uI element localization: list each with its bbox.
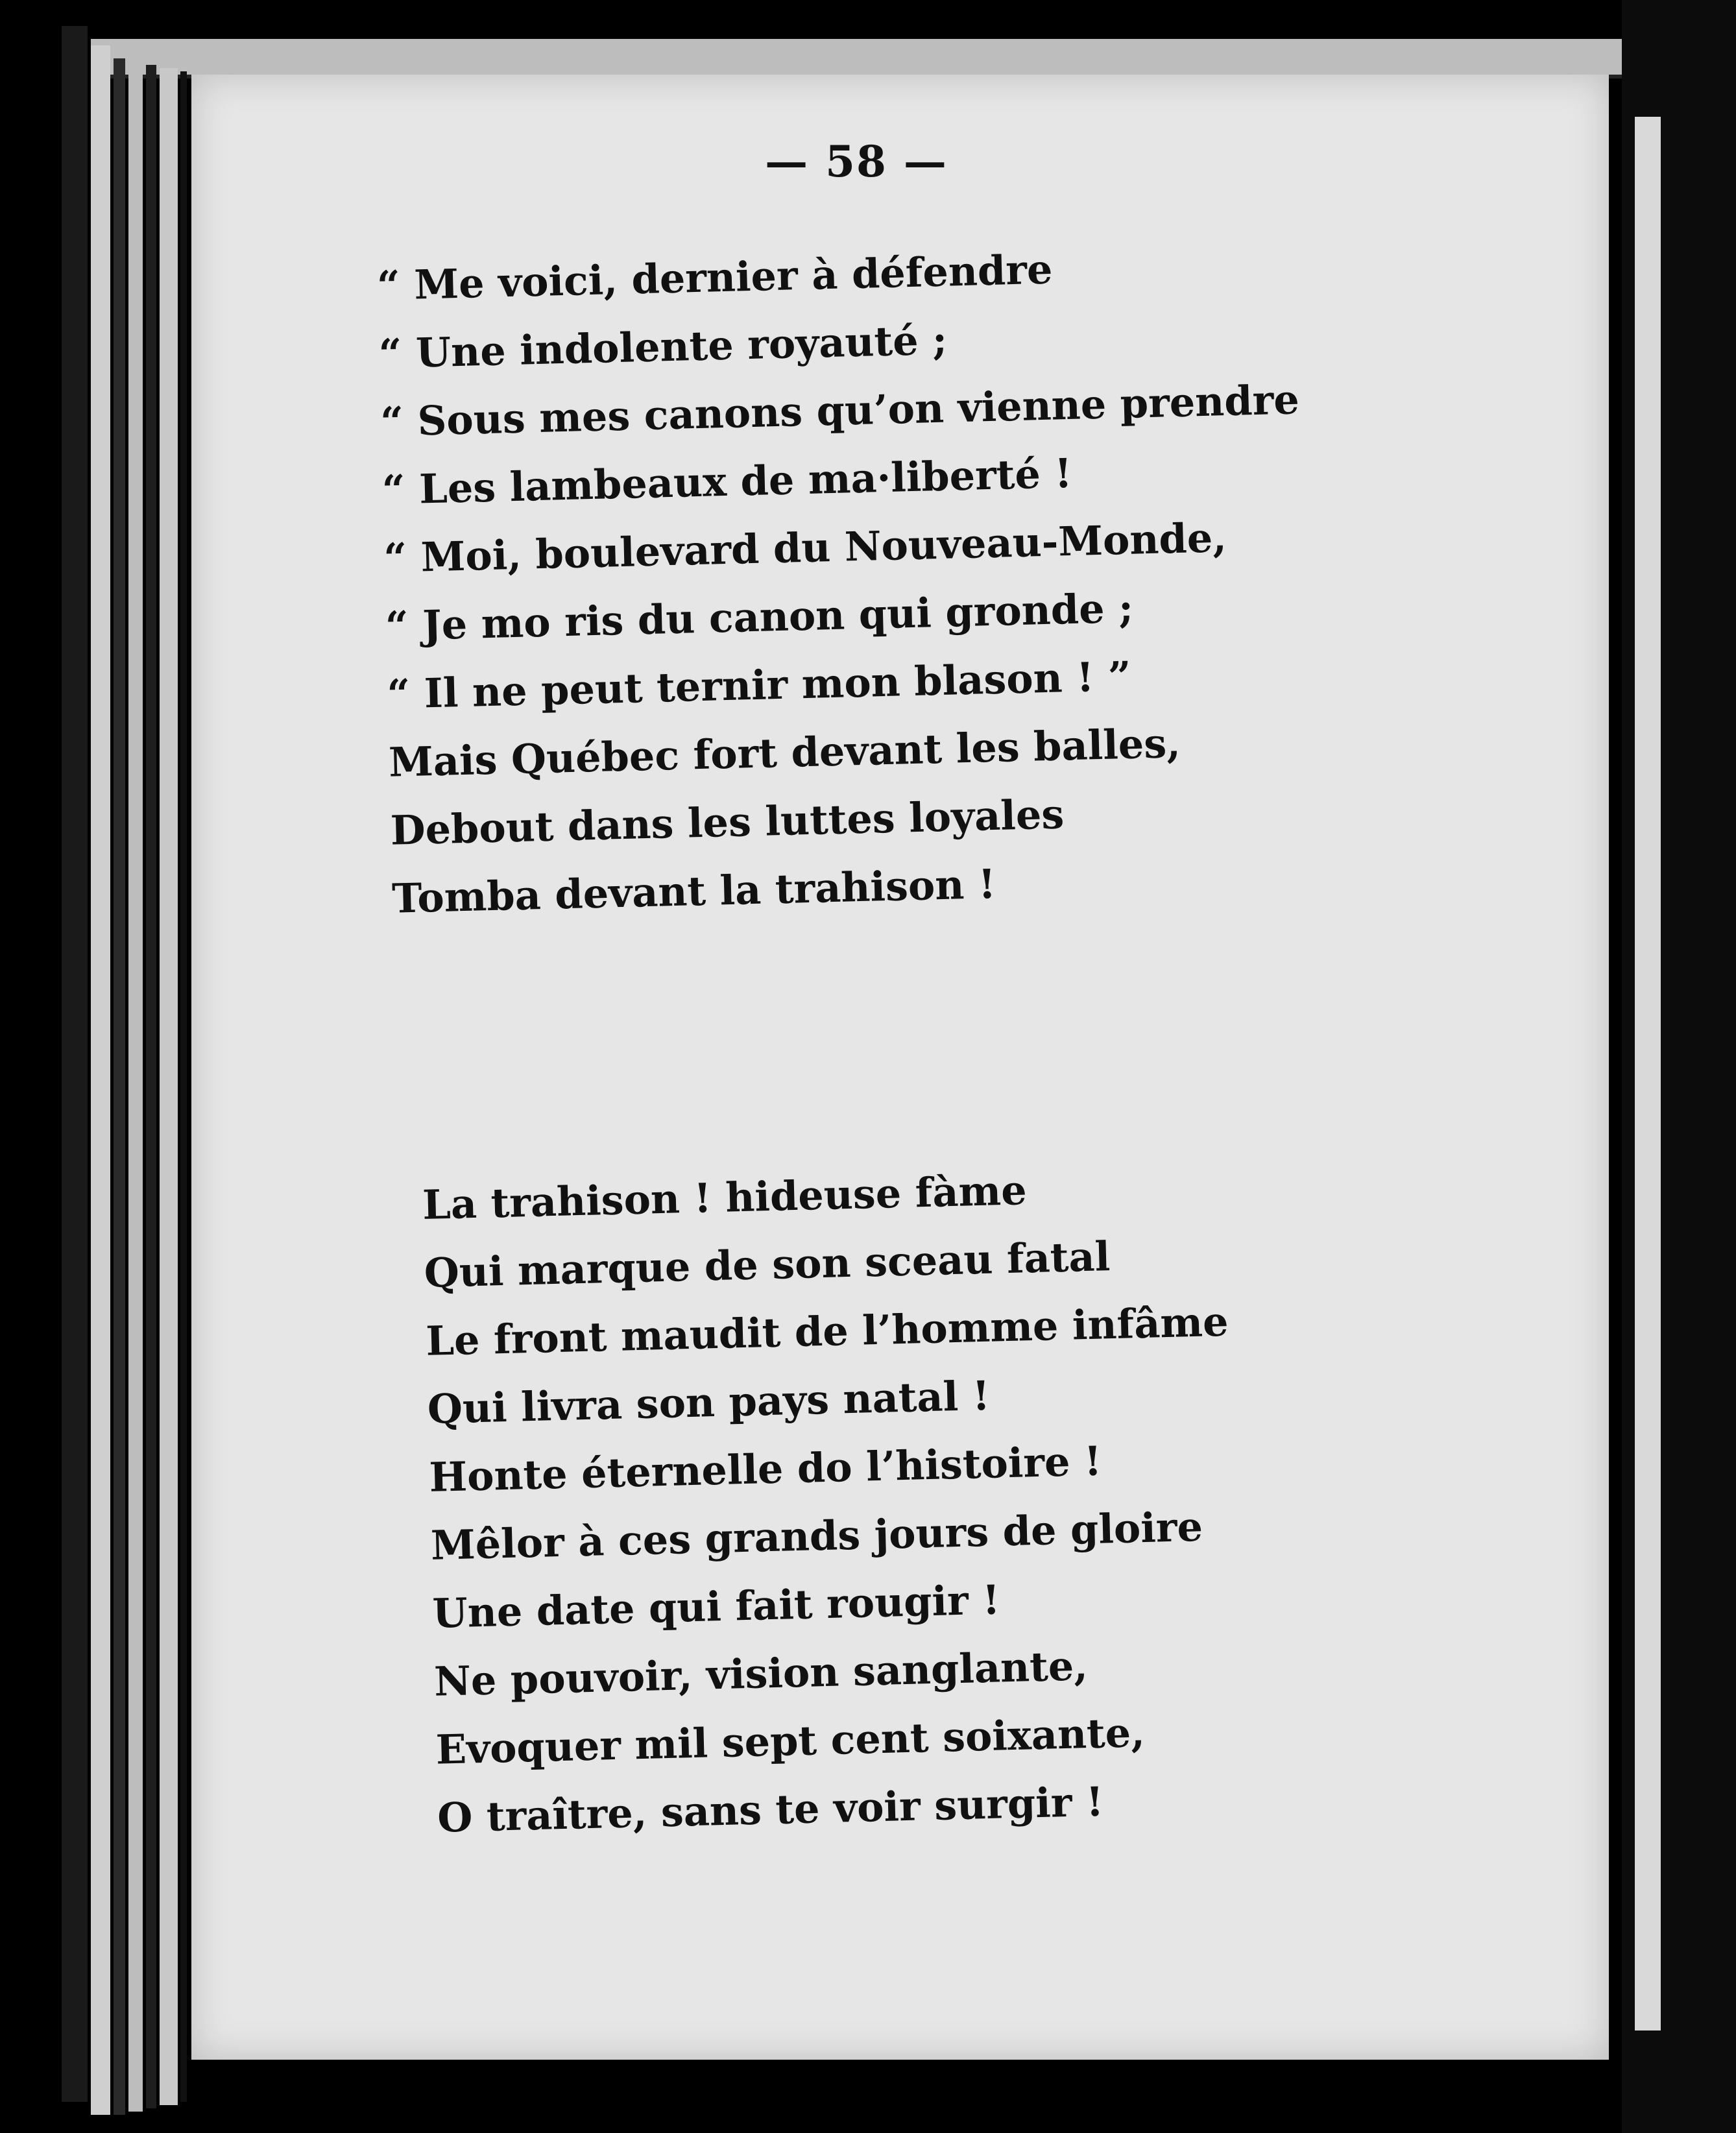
stanza-2 bbox=[422, 1151, 1241, 1852]
verse-line: Honte éternelle do l’histoire ! bbox=[428, 1437, 1103, 1501]
verse-line: Une date qui fait rougir ! bbox=[431, 1576, 1001, 1637]
stanza-1 bbox=[376, 229, 1312, 932]
verse-line: Mais Québec fort devant les balles, bbox=[388, 719, 1181, 786]
verse-line: Le front maudit de l’homme infâme bbox=[425, 1297, 1229, 1365]
facing-page-strip bbox=[1635, 117, 1661, 2031]
page-edge bbox=[146, 65, 156, 2108]
verse-line: Mêlor à ces grands jours de gloire bbox=[430, 1502, 1203, 1569]
page-edge bbox=[91, 45, 110, 2115]
page-number: — 58 — bbox=[765, 136, 948, 187]
verse-line: Ne pouvoir, vision sanglante, bbox=[433, 1642, 1089, 1705]
verse-line: Evoquer mil sept cent soixante, bbox=[435, 1709, 1146, 1774]
verse-line: Qui livra son pays natal ! bbox=[427, 1371, 991, 1433]
verse-line: “ Il ne peut ternir mon blason ! ” bbox=[386, 652, 1132, 718]
page-edge bbox=[62, 26, 88, 2102]
facing-page-edge bbox=[1622, 0, 1736, 2133]
verse-line: O traître, sans te voir surgir ! bbox=[437, 1778, 1105, 1842]
verse-line: “ Me voici, dernier à défendre bbox=[376, 245, 1054, 309]
verse-line: La trahison ! hideuse fàme bbox=[422, 1166, 1028, 1229]
page-edge bbox=[180, 71, 187, 2102]
verse-line: Qui marque de son sceau fatal bbox=[423, 1233, 1111, 1297]
verse-line: “ Les lambeaux de ma·liberté ! bbox=[381, 449, 1073, 514]
verse-line: “ Une indolente royauté ; bbox=[378, 316, 948, 378]
page-edge bbox=[114, 58, 125, 2115]
page-edge bbox=[160, 68, 178, 2105]
verse-line: “ Je mo ris du canon qui gronde ; bbox=[385, 584, 1134, 650]
page-edge bbox=[128, 62, 143, 2112]
verse-line: Tomba devant la trahison ! bbox=[391, 860, 996, 922]
verse-line: “ Sous mes canons qu’on vienne prendre bbox=[380, 376, 1300, 446]
verse-line: “ Moi, boulevard du Nouveau-Monde, bbox=[383, 514, 1227, 582]
book-top-edge bbox=[91, 39, 1622, 78]
verse-line: Debout dans les luttes loyales bbox=[389, 790, 1065, 854]
